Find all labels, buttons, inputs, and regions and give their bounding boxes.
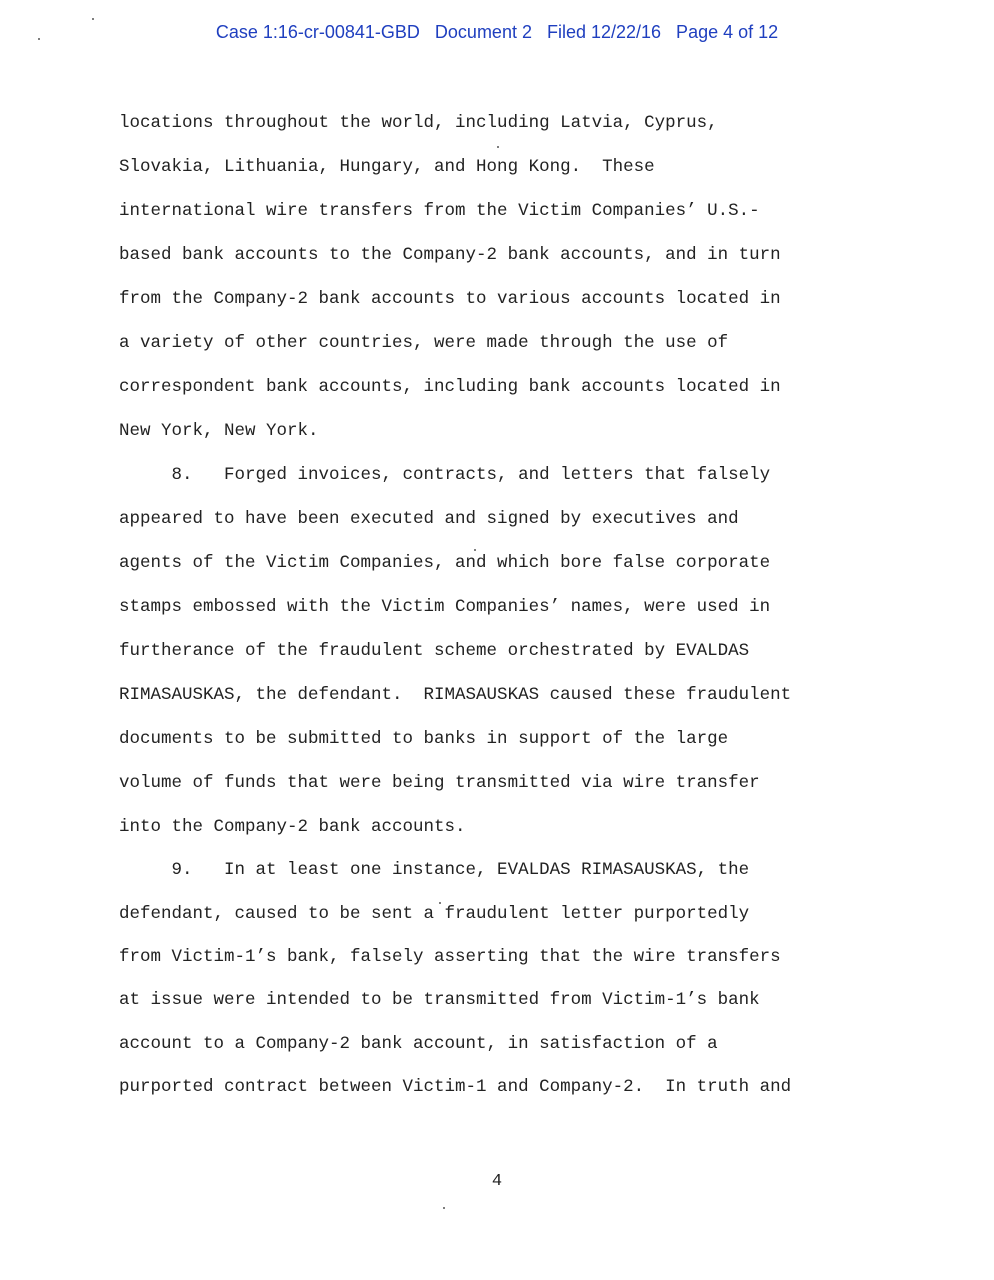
scan-speck [92, 18, 94, 20]
text-line: purported contract between Victim-1 and Company-2. In truth and [119, 1077, 792, 1097]
text-line: at issue were intended to be transmitted from Victim-1’s bank [119, 990, 760, 1010]
scan-speck [443, 1207, 445, 1209]
scan-speck [439, 902, 441, 904]
text-line: account to a Company-2 bank account, in satisfaction of a [119, 1034, 718, 1054]
text-line: volume of funds that were being transmitted via wire transfer [119, 773, 760, 793]
text-line: documents to be submitted to banks in support of the large [119, 729, 729, 749]
text-line: New York, New York. [119, 421, 319, 441]
text-line: from Victim-1’s bank, falsely asserting that the wire transfers [119, 947, 781, 967]
paragraph-9-start: 9. In at least one instance, EVALDAS RIMASAUSKAS, the [119, 860, 750, 880]
text-line: appeared to have been executed and signed by executives and [119, 509, 739, 529]
scan-speck [497, 146, 499, 148]
text-line: furtherance of the fraudulent scheme orchestrated by EVALDAS [119, 641, 750, 661]
text-line: agents of the Victim Companies, and which bore false corporate [119, 553, 771, 573]
page-number: 4 [491, 1172, 503, 1191]
text-line: from the Company-2 bank accounts to various accounts located in [119, 289, 781, 309]
text-line: defendant, caused to be sent a fraudulent letter purportedly [119, 904, 750, 924]
filing-header: Case 1:16-cr-00841-GBD Document 2 Filed 12/22/16 Page 4 of 12 [215, 22, 779, 42]
text-line: international wire transfers from the Victim Companies’ U.S.- [119, 201, 760, 221]
text-line: locations throughout the world, including Latvia, Cyprus, [119, 113, 718, 133]
text-line: RIMASAUSKAS, the defendant. RIMASAUSKAS caused these fraudulent [119, 685, 792, 705]
text-line: a variety of other countries, were made through the use of [119, 333, 729, 353]
paragraph-8-start: 8. Forged invoices, contracts, and letters that falsely [119, 465, 771, 485]
text-line: based bank accounts to the Company-2 bank accounts, and in turn [119, 245, 781, 265]
text-line: into the Company-2 bank accounts. [119, 817, 466, 837]
text-line: correspondent bank accounts, including bank accounts located in [119, 377, 781, 397]
scan-speck [38, 38, 40, 40]
text-line: stamps embossed with the Victim Companies’ names, were used in [119, 597, 771, 617]
scan-speck [474, 549, 476, 551]
text-line: Slovakia, Lithuania, Hungary, and Hong Kong. These [119, 157, 655, 177]
